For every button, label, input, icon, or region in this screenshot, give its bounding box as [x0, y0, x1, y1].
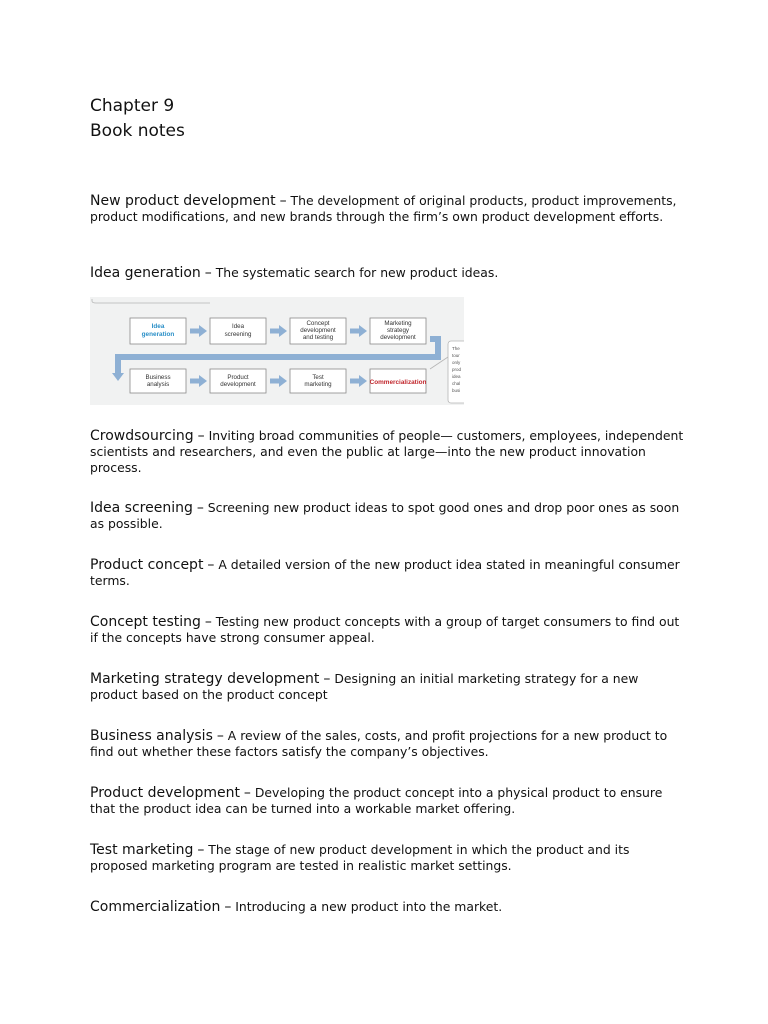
- definition-text: Testing new product concepts with a group of target consumers to find out if the concepts have strong consumer appeal.: [90, 614, 680, 645]
- step-label: Commercialization: [369, 379, 427, 386]
- arrow-head-icon: [359, 375, 367, 387]
- definition-entry: [90, 728, 685, 760]
- separator-dash: –: [243, 785, 251, 801]
- definition-term: Crowdsourcing: [90, 428, 194, 444]
- definition-entry: [90, 842, 685, 874]
- definition-term: Idea generation: [90, 265, 201, 281]
- definition-text: Inviting broad communities of people— customers, employees, independent scientists and researchers, and even the public at large—into the new product innovation process.: [90, 428, 684, 475]
- arrow-head-icon: [112, 373, 124, 381]
- definition-entry: [90, 193, 685, 225]
- definition-text: The systematic search for new product ideas.: [215, 265, 499, 280]
- definition-entry: [90, 428, 685, 476]
- step-label: Test: [312, 374, 324, 381]
- step-label: Marketing: [384, 320, 412, 327]
- separator-dash: –: [207, 557, 215, 573]
- document-heading: [90, 94, 185, 144]
- definition-term: Marketing strategy development: [90, 671, 320, 687]
- arrow-head-icon: [279, 375, 287, 387]
- step-label: analysis: [146, 381, 170, 388]
- step-box-marketing-strategy: [370, 318, 426, 344]
- svg-text:busi: busi: [452, 388, 461, 393]
- separator-dash: –: [197, 428, 205, 444]
- new-product-process-diagram: [90, 297, 464, 405]
- definition-entry: [90, 899, 685, 915]
- definition-text: A review of the sales, costs, and profit projections for a new product to find out whether these factors satisfy the company’s objectives.: [90, 728, 668, 759]
- definition-text: Designing an initial marketing strategy for a new product based on the product concept: [90, 671, 639, 702]
- svg-text:chal: chal: [452, 381, 461, 386]
- step-label: Idea: [151, 323, 165, 330]
- arrow-head-icon: [279, 325, 287, 337]
- step-label: Business: [145, 374, 171, 381]
- svg-text:idea: idea: [452, 374, 461, 379]
- separator-dash: –: [323, 671, 331, 687]
- step-label: development: [300, 327, 336, 334]
- definition-text: Developing the product concept into a physical product to ensure that the product idea can be turned into a workable market offering.: [90, 785, 663, 816]
- separator-dash: –: [204, 614, 212, 630]
- definition-entry: [90, 500, 685, 532]
- definition-entry: [90, 671, 685, 703]
- process-diagram-svg: [90, 297, 464, 405]
- chapter-subtitle: Book notes: [90, 121, 185, 141]
- definition-term: Commercialization: [90, 899, 221, 915]
- definition-entry: [90, 785, 685, 817]
- definition-term: Test marketing: [90, 842, 194, 858]
- definition-term: New product development: [90, 193, 276, 209]
- definition-term: Idea screening: [90, 500, 193, 516]
- step-box-idea-generation: [130, 318, 186, 344]
- svg-text:prod: prod: [452, 367, 462, 372]
- step-label: strategy: [386, 327, 410, 334]
- arrow-head-icon: [199, 325, 207, 337]
- chapter-title: Chapter 9: [90, 96, 175, 116]
- step-label: Idea: [231, 323, 245, 330]
- bracket-line: [92, 299, 210, 303]
- separator-dash: –: [216, 728, 224, 744]
- step-box-test-marketing: [290, 369, 346, 393]
- arrow-head-icon: [359, 325, 367, 337]
- separator-dash: –: [204, 265, 212, 281]
- definition-text: A detailed version of the new product idea stated in meaningful consumer terms.: [90, 557, 680, 588]
- svg-text:only: only: [452, 360, 461, 365]
- step-label: Concept: [306, 320, 330, 327]
- definition-term: Business analysis: [90, 728, 213, 744]
- step-label: marketing: [304, 381, 332, 388]
- arrow-head-icon: [199, 375, 207, 387]
- step-label: development: [380, 334, 416, 341]
- definition-text: Introducing a new product into the market.: [235, 899, 503, 914]
- separator-dash: –: [279, 193, 287, 209]
- svg-text:The: The: [452, 346, 460, 351]
- definition-text: Screening new product ideas to spot good ones and drop poor ones as soon as possible.: [90, 500, 680, 531]
- step-label: and testing: [302, 334, 334, 341]
- definition-term: Concept testing: [90, 614, 201, 630]
- step-label: Product: [227, 374, 249, 381]
- definition-term: Product concept: [90, 557, 204, 573]
- definition-entry: [90, 557, 685, 589]
- step-box-concept-development: [290, 318, 346, 344]
- step-box-product-development: [210, 369, 266, 393]
- separator-dash: –: [197, 842, 205, 858]
- definition-entry: [90, 614, 685, 646]
- separator-dash: –: [224, 899, 232, 915]
- definition-entry: [90, 265, 685, 281]
- separator-dash: –: [196, 500, 204, 516]
- step-label: generation: [141, 331, 175, 338]
- definition-text: The stage of new product development in which the product and its proposed marketing program are tested in realistic market settings.: [90, 842, 630, 873]
- definition-term: Product development: [90, 785, 240, 801]
- step-box-idea-screening: [210, 318, 266, 344]
- step-box-commercialization: [370, 369, 427, 393]
- definition-text: The development of original products, product improvements, product modifications, and new brands through the firm’s own product development efforts.: [90, 193, 677, 224]
- step-label: development: [220, 381, 256, 388]
- step-label: screening: [224, 331, 252, 338]
- svg-text:tour: tour: [452, 353, 460, 358]
- step-box-business-analysis: [130, 369, 186, 393]
